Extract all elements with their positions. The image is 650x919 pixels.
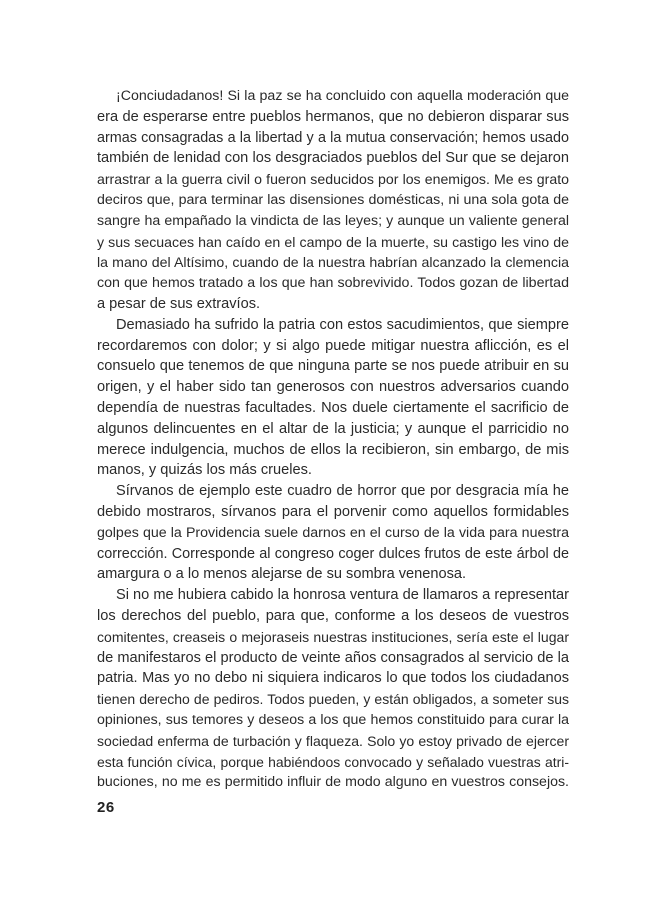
paragraph-2-line-5: dependía de nuestras facultades. Nos duele ciertamente el sacrificio de [97,399,569,416]
paragraph-4-line-3: comitentes, creaseis o mejoraseis nuestras instituciones, sería este el lugar [97,628,569,645]
paragraph-2-line-7: merece indulgencia, muchos de ellos la recibieron, sin embargo, de mis [97,441,569,458]
paragraph-2-line-3: consuelo que tenemos de que ninguna parte se nos puede atribuir en su [97,358,569,375]
paragraph-4-line-7: opiniones, sus temores y deseos a los que hemos constituido para curar la [97,711,569,728]
paragraph-1-line-11: a pesar de sus extravíos. [97,295,261,312]
paragraph-2-line-4: origen, y el haber sido tan generosos con nuestros adversarios cuando [97,379,569,396]
paragraph-4-line-4: de manifestaros el producto de veinte años consagrados al servicio de la [97,649,569,666]
paragraph-4-line-9: esta función cívica, porque habiéndoos convocado y señalado vuestras atri- [97,753,569,770]
paragraph-1-line-10: con que hemos tratado a los que han sobrevivido. Todos gozan de libertad [97,275,569,292]
body-text [97,86,569,793]
paragraph-2-line-1: Demasiado ha sufrido la patria con estos sacudimientos, que siempre [116,316,569,333]
paragraph-4-line-5: patria. Mas yo no debo ni siquiera indicaros lo que todos los ciudadanos [97,670,569,687]
paragraph-3-line-5: amargura o a lo menos alejarse de su sombra venenosa. [97,566,467,583]
paragraph-1-line-9: la mano del Altísimo, cuando de la nuestra habrían alcanzado la clemencia [97,254,569,271]
paragraph-2-line-2: recordaremos con dolor; y si algo puede mitigar nuestra aflicción, es el [97,337,569,354]
paragraph-1-line-1: ¡Conciudadanos! Si la paz se ha concluido con aquella moderación que [116,88,569,104]
paragraph-1-line-2: era de esperarse entre pueblos hermanos, que no debieron disparar sus [97,108,569,125]
paragraph-1-line-5: arrastrar a la guerra civil o fueron seducidos por los enemigos. Me es grato [97,171,569,188]
paragraph-3-line-1: Sírvanos de ejemplo este cuadro de horror que por desgracia mía he [116,483,569,500]
paragraph-4-line-2: los derechos del pueblo, para que, conforme a los deseos de vuestros [97,607,569,624]
paragraph-2-line-8: manos, y quizás los más crueles. [97,462,312,479]
paragraph-3-line-2: debido mostraros, sírvanos para el porvenir como aquellos formidables [97,503,569,520]
paragraph-1-line-8: y sus secuaces han caído en el campo de la muerte, su castigo les vino de [97,233,569,250]
paragraph-1-line-3: armas consagradas a la libertad y a la mutua conservación; hemos usado [97,129,569,146]
paragraph-4-line-8: sociedad enferma de turbación y flaqueza. Solo yo estoy privado de ejercer [97,732,569,749]
page-number: 26 [97,799,115,816]
paragraph-4-line-6: tienen derecho de pediros. Todos pueden, y están obligados, a someter sus [97,691,569,708]
paragraph-4-line-1: Si no me hubiera cabido la honrosa ventura de llamaros a representar [116,587,569,604]
paragraph-3-line-3: golpes que la Providencia suele darnos en el curso de la vida para nuestra [97,524,569,541]
paragraph-2-line-6: algunos delincuentes en el altar de la justicia; y aunque el parricidio no [97,420,569,437]
paragraph-1-line-6: deciros que, para terminar las disensiones domésticas, ni una sola gota de [97,191,569,208]
paragraph-3-line-4: corrección. Corresponde al congreso coger dulces frutos de este árbol de [97,545,569,562]
paragraph-4-line-10: buciones, no me es permitido influir de modo alguno en vuestros consejos. [97,774,569,791]
paragraph-1-line-7: sangre ha empañado la vindicta de las leyes; y aunque un valiente general [97,212,569,229]
paragraph-1-line-4: también de lenidad con los desgraciados pueblos del Sur que se dejaron [97,150,569,167]
